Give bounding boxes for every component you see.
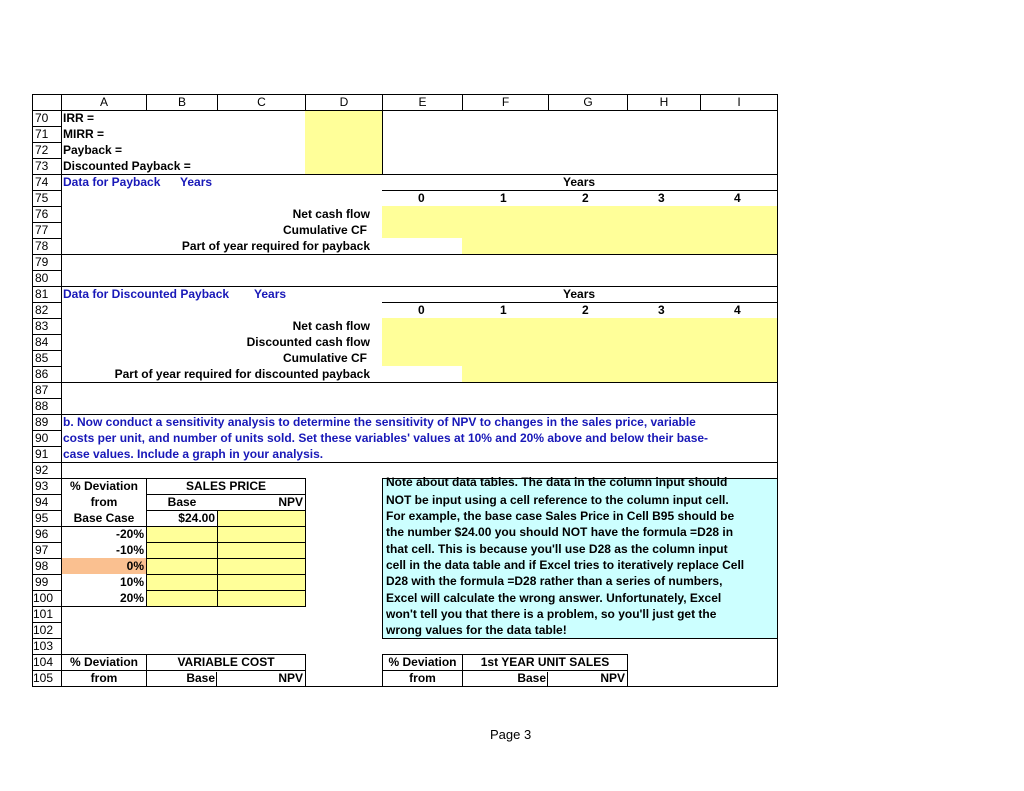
note-line: Excel will calculate the wrong answer. Unfortunately, Excel [386,591,722,605]
row-number[interactable]: 84 [35,335,49,349]
sales-table-cells[interactable] [146,526,305,606]
row-number[interactable]: 70 [35,111,49,125]
deviation-from-label: from [409,671,436,685]
payback-part-label: Part of year required for payback [181,239,370,253]
unit-sales-title: 1st YEAR UNIT SALES [480,655,610,669]
discounted-data-cells[interactable] [382,318,777,366]
row-number[interactable]: 72 [35,143,49,157]
discounted-years-label: Years [254,287,287,301]
discounted-cash-flow-label: Discounted cash flow [246,335,370,349]
deviation-from-label: from [90,671,118,685]
note-line: wrong values for the data table! [386,623,567,637]
row-number[interactable]: 77 [35,223,49,237]
note-line: that cell. This is because you'll use D28 as the column input [386,542,728,556]
deviation-header: % Deviation [69,655,138,669]
row-number[interactable]: 91 [35,447,49,461]
net-cash-flow-label: Net cash flow [292,207,370,221]
row-number[interactable]: 97 [35,543,49,557]
year-label: 4 [734,303,741,317]
row-number[interactable]: 87 [35,383,49,397]
row-number[interactable]: 102 [33,623,54,637]
note-line: For example, the base case Sales Price in Cell B95 should be [386,509,735,523]
discounted-part-label: Part of year required for discounted payback [114,367,370,381]
row-number[interactable]: 101 [33,607,54,621]
net-cash-flow-label: Net cash flow [292,319,370,333]
row-number[interactable]: 80 [35,271,49,285]
row-number[interactable]: 90 [35,431,49,445]
row-number[interactable]: 103 [33,639,54,653]
deviation-value[interactable]: 10% [119,575,144,589]
sales-base-value[interactable]: $24.00 [178,511,215,525]
discounted-part-cells[interactable] [462,366,777,382]
units-base-header: Base [517,671,546,685]
cumulative-cf-label: Cumulative CF [282,351,367,365]
year-label: 3 [658,191,665,205]
deviation-header: % Deviation [388,655,457,669]
column-header[interactable]: B [177,95,186,109]
deviation-value[interactable]: -20% [115,527,144,541]
discounted-payback-label: Discounted Payback = [63,159,191,173]
sales-price-title: SALES PRICE [185,479,266,493]
variable-npv-header: NPV [278,671,303,685]
page-number: Page 3 [490,727,532,742]
discounted-section-title: Data for Discounted Payback [63,287,230,301]
column-header[interactable]: F [501,95,510,109]
units-npv-header: NPV [600,671,625,685]
row-number[interactable]: 78 [35,239,49,253]
column-header[interactable]: E [418,95,427,109]
deviation-value[interactable]: 20% [119,591,144,605]
base-case-label: Base Case [73,511,135,525]
year-label: 1 [500,191,507,205]
deviation-from-label: from [90,495,118,509]
payback-years-label: Years [180,175,213,189]
row-number[interactable]: 85 [35,351,49,365]
column-header[interactable]: H [659,95,669,109]
note-line: NOT be input using a cell reference to the column input cell. [386,493,729,507]
instruction-line: b. Now conduct a sensitivity analysis to determine the sensitivity of NPV to changes in the sales price, variable [63,415,696,429]
variable-cost-title: VARIABLE COST [177,655,275,669]
note-line: cell in the data table and if Excel tries to iteratively replace Cell [386,558,745,572]
year-label: 4 [734,191,741,205]
row-number[interactable]: 88 [35,399,49,413]
column-header[interactable]: G [583,95,593,109]
irr-input-cells[interactable] [305,110,382,174]
row-number[interactable]: 82 [35,303,49,317]
row-number[interactable]: 81 [35,287,49,301]
row-number[interactable]: 105 [33,671,54,685]
column-header[interactable]: C [257,95,266,109]
row-number[interactable]: 100 [33,591,54,605]
row-number[interactable]: 104 [33,655,54,669]
row-number[interactable]: 75 [35,191,49,205]
sales-base-header: Base [167,495,197,509]
mirr-label: MIRR = [63,127,105,141]
row-number[interactable]: 83 [35,319,49,333]
variable-base-header: Base [186,671,215,685]
instruction-line: costs per unit, and number of units sold. Set these variables' values at 10% and 20% above and below their base- [63,431,709,445]
year-label: 0 [418,303,425,317]
note-line: D28 with the formula =D28 rather than a series of numbers, [386,574,723,588]
column-header[interactable]: I [737,95,741,109]
column-header[interactable]: A [99,95,108,109]
year-label: 3 [658,303,665,317]
row-number[interactable]: 71 [35,127,49,141]
row-number[interactable]: 89 [35,415,49,429]
deviation-header: % Deviation [69,479,138,493]
row-number[interactable]: 79 [35,255,49,269]
row-number[interactable]: 86 [35,367,49,381]
deviation-value[interactable]: 0% [126,559,144,573]
row-number[interactable]: 74 [35,175,49,189]
row-number[interactable]: 93 [35,479,49,493]
row-number[interactable]: 94 [35,495,49,509]
irr-label: IRR = [63,111,95,125]
row-number[interactable]: 92 [35,463,49,477]
payback-section-title: Data for Payback [63,175,161,189]
year-label: 2 [582,191,589,205]
row-number[interactable]: 95 [35,511,49,525]
year-label: 1 [500,303,507,317]
column-header[interactable]: D [339,95,349,109]
note-line: Note about data tables. The data in the column input should [386,475,728,489]
discounted-years-header: Years [563,287,596,301]
payback-years-header: Years [563,175,596,189]
note-line: won't tell you that there is a problem, so you'll just get the [386,607,717,621]
payback-part-cells[interactable] [462,238,777,254]
deviation-value[interactable]: -10% [115,543,144,557]
payback-data-cells[interactable] [382,206,777,238]
row-number[interactable]: 76 [35,207,49,221]
sales-npv-header: NPV [278,495,303,509]
note-line: the number $24.00 you should NOT have the formula =D28 in [386,525,734,539]
year-label: 2 [582,303,589,317]
row-number[interactable]: 73 [35,159,49,173]
payback-label: Payback = [63,143,123,157]
sales-base-cell[interactable] [217,510,305,526]
row-number[interactable]: 98 [35,559,49,573]
year-label: 0 [418,191,425,205]
instruction-line: case values. Include a graph in your analysis. [63,447,324,461]
cumulative-cf-label: Cumulative CF [282,223,367,237]
row-number[interactable]: 96 [35,527,49,541]
row-number[interactable]: 99 [35,575,49,589]
